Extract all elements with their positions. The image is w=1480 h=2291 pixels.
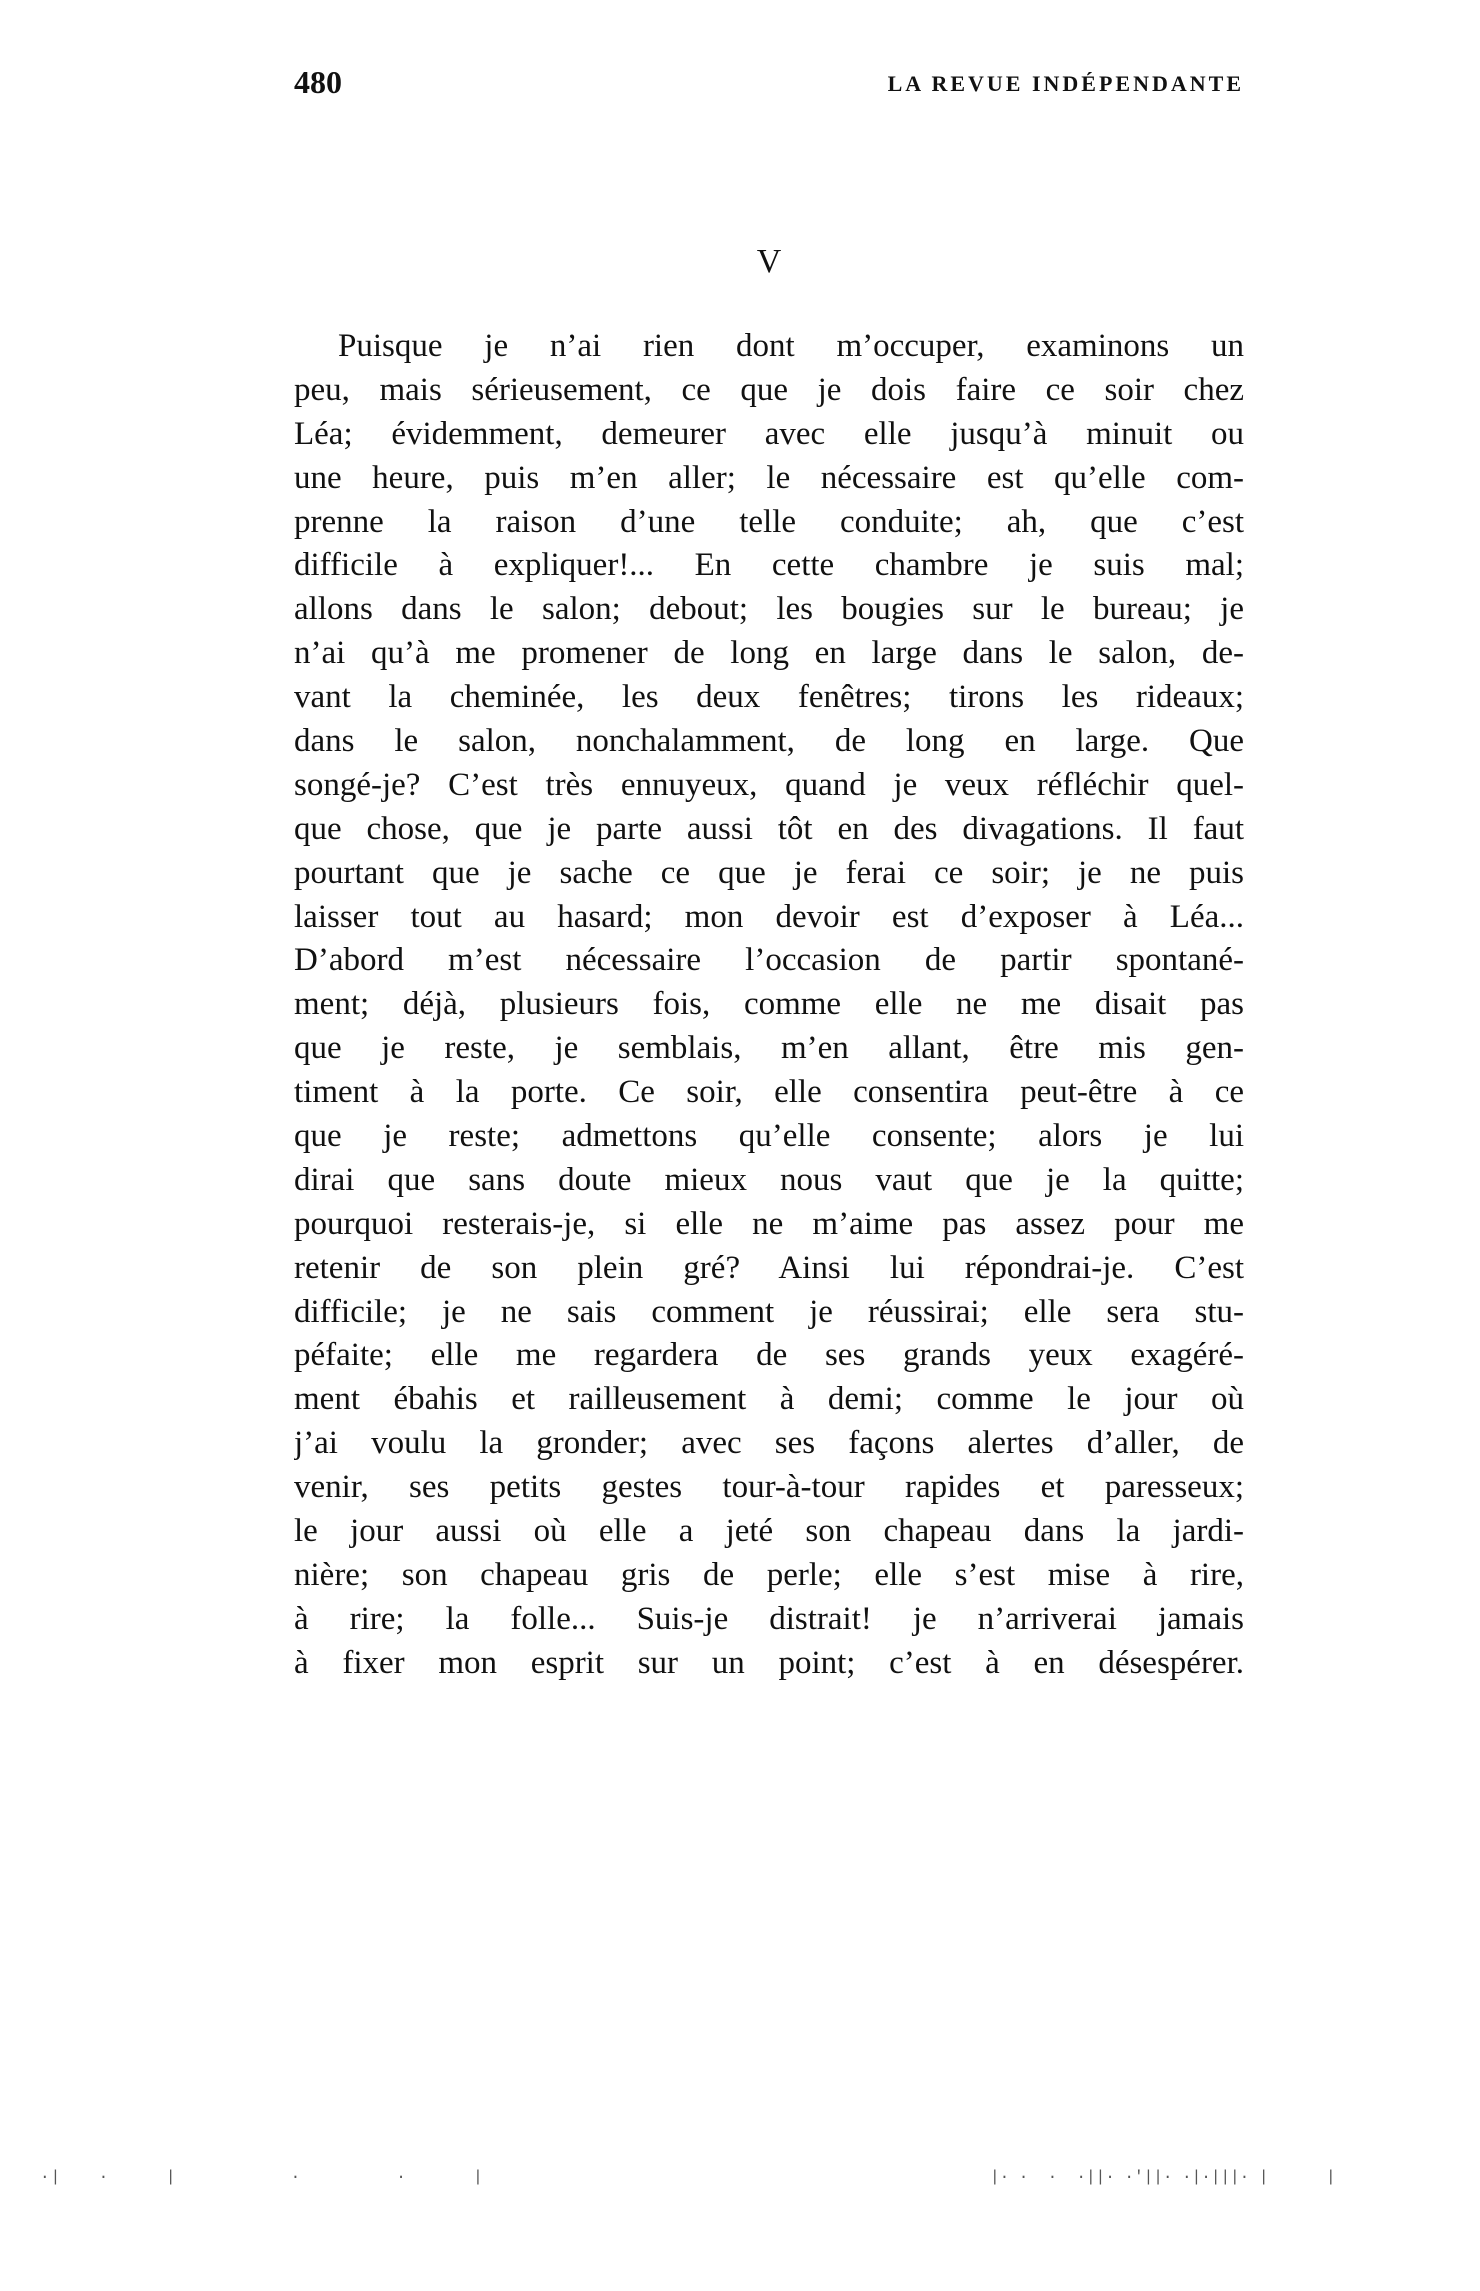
text-line: n’ai qu’à me promener de long en large dans le salon, de- — [294, 635, 1244, 672]
text-line: vant la cheminée, les deux fenêtres; tirons les rideaux; — [294, 679, 1244, 716]
text-line: difficile; je ne sais comment je réussirai; elle sera stu- — [294, 1293, 1244, 1330]
text-line: Léa; évidemment, demeurer avec elle jusqu’à minuit ou — [294, 415, 1244, 452]
text-line: timent à la porte. Ce soir, elle consentira peut-être à ce — [294, 1074, 1244, 1111]
text-line: que je reste; admettons qu’elle consente; alors je lui — [294, 1118, 1244, 1155]
text-line: péfaite; elle me regardera de ses grands yeux exagéré- — [294, 1337, 1244, 1374]
text-line: difficile à expliquer!... En cette chambre je suis mal; — [294, 547, 1244, 584]
text-line: que chose, que je parte aussi tôt en des divagations. Il faut — [294, 810, 1244, 847]
text-line: peu, mais sérieusement, ce que je dois faire ce soir chez — [294, 371, 1244, 408]
text-line: à rire; la folle... Suis-je distrait! je n’arriverai jamais — [294, 1600, 1244, 1637]
text-line: ment ébahis et railleusement à demi; comme le jour où — [294, 1381, 1244, 1418]
running-head — [294, 62, 1244, 102]
text-line: une heure, puis m’en aller; le nécessaire est qu’elle com- — [294, 459, 1244, 496]
text-line: pourquoi resterais-je, si elle ne m’aime pas assez pour me — [294, 1205, 1244, 1242]
text-line: allons dans le salon; debout; les bougies sur le bureau; je — [294, 591, 1244, 628]
section-heading: V — [756, 243, 782, 280]
text-line: retenir de son plein gré? Ainsi lui répondrai-je. C’est — [294, 1249, 1244, 1286]
text-line: que je reste, je semblais, m’en allant, être mis gen- — [294, 1030, 1244, 1067]
text-line: à fixer mon esprit sur un point; c’est à en désespérer. — [294, 1644, 1244, 1681]
journal-title: LA REVUE INDÉPENDANTE — [887, 71, 1244, 96]
text-line: dans le salon, nonchalamment, de long en large. Que — [294, 723, 1244, 760]
text-line: Puisque je n’ai rien dont m’occuper, examinons un — [338, 328, 1244, 364]
text-line: nière; son chapeau gris de perle; elle s’est mise à rire, — [294, 1556, 1244, 1593]
text-line: j’ai voulu la gronder; avec ses façons alertes d’aller, de — [294, 1425, 1244, 1462]
text-line: laisser tout au hasard; mon devoir est d’exposer à Léa... — [294, 898, 1244, 935]
text-line: ment; déjà, plusieurs fois, comme elle ne me disait pas — [294, 986, 1244, 1023]
page-number: 480 — [294, 64, 342, 100]
text-line: le jour aussi où elle a jeté son chapeau dans la jardi- — [294, 1513, 1244, 1550]
scan-edge-marks — [40, 2168, 1440, 2192]
text-line: prenne la raison d’une telle conduite; ah, que c’est — [294, 503, 1244, 540]
scan-artifact-left: · | · | · · | — [40, 2168, 483, 2186]
scan-artifact-right: |· · · ·||· ·'||· ·|·|||· | | — [990, 2168, 1336, 2186]
text-line: songé-je? C’est très ennuyeux, quand je veux réfléchir quel- — [294, 766, 1244, 803]
text-line: pourtant que je sache ce que je ferai ce soir; je ne puis — [294, 854, 1244, 891]
text-line: venir, ses petits gestes tour-à-tour rapides et paresseux; — [294, 1469, 1244, 1506]
body-text — [294, 325, 1244, 1686]
text-line: dirai que sans doute mieux nous vaut que je la quitte; — [294, 1161, 1244, 1198]
text-line: D’abord m’est nécessaire l’occasion de partir spontané- — [294, 942, 1244, 979]
